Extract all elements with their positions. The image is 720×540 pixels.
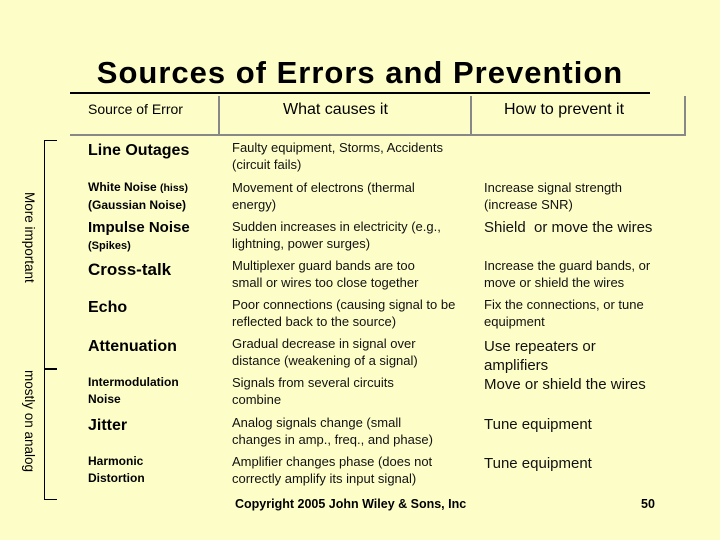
row-source: Harmonic Distortion	[88, 454, 145, 485]
row-source: Line Outages	[88, 142, 190, 159]
copyright-footer: Copyright 2005 John Wiley & Sons, Inc	[235, 497, 467, 511]
row-cause: Faulty equipment, Storms, Accidents (circuit fails)	[232, 140, 443, 172]
side-label-analog: mostly on analog	[22, 370, 37, 473]
row-prevent: Tune equipment	[484, 455, 592, 472]
page-number: 50	[641, 497, 655, 511]
title-underline	[70, 92, 650, 94]
row-cause: Sudden increases in electricity (e.g., lightning, power surges)	[232, 219, 441, 251]
row-prevent: Tune equipment	[484, 416, 592, 433]
row-source: Cross-talk	[88, 260, 172, 279]
row-cause: Analog signals change (small changes in amp., freq., and phase)	[232, 415, 433, 447]
analog-bracket	[44, 368, 57, 500]
row-source: Jitter	[88, 417, 128, 434]
important-bracket	[44, 140, 57, 370]
row-prevent: Increase the guard bands, or move or shield the wires	[484, 258, 651, 290]
header-source: Source of Error	[88, 101, 183, 117]
row-cause: Gradual decrease in signal over distance (weakening of a signal)	[232, 336, 418, 368]
header-prevent: How to prevent it	[504, 101, 625, 118]
row-prevent: Use repeaters or amplifiers	[484, 338, 596, 374]
page-title: Sources of Errors and Prevention	[96, 55, 624, 90]
row-source: Echo	[88, 299, 128, 316]
row-cause: Poor connections (causing signal to be reflected back to the source)	[232, 297, 456, 329]
header-divider-2	[470, 96, 472, 136]
row-cause: Signals from several circuits combine	[232, 375, 394, 407]
row-source: Impulse Noise (Spikes)	[88, 219, 190, 252]
header-cause: What causes it	[283, 101, 388, 118]
header-divider-1	[218, 96, 220, 136]
row-cause: Movement of electrons (thermal energy)	[232, 180, 415, 212]
side-label-important: More important	[22, 192, 37, 283]
row-prevent: Move or shield the wires	[484, 376, 646, 393]
row-prevent: Increase signal strength (increase SNR)	[484, 180, 623, 212]
row-source: White Noise (hiss) (Gaussian Noise)	[88, 180, 189, 212]
row-cause: Multiplexer guard bands are too small or wires too close together	[232, 258, 419, 290]
table-right-border	[684, 96, 686, 136]
row-source: Intermodulation Noise	[88, 375, 179, 406]
header-rule	[70, 134, 685, 136]
row-cause: Amplifier changes phase (does not correctly amplify its input signal)	[232, 454, 433, 486]
row-source: Attenuation	[88, 338, 177, 355]
row-prevent: Shield or move the wires	[484, 219, 653, 236]
row-prevent: Fix the connections, or tune equipment	[484, 297, 644, 329]
